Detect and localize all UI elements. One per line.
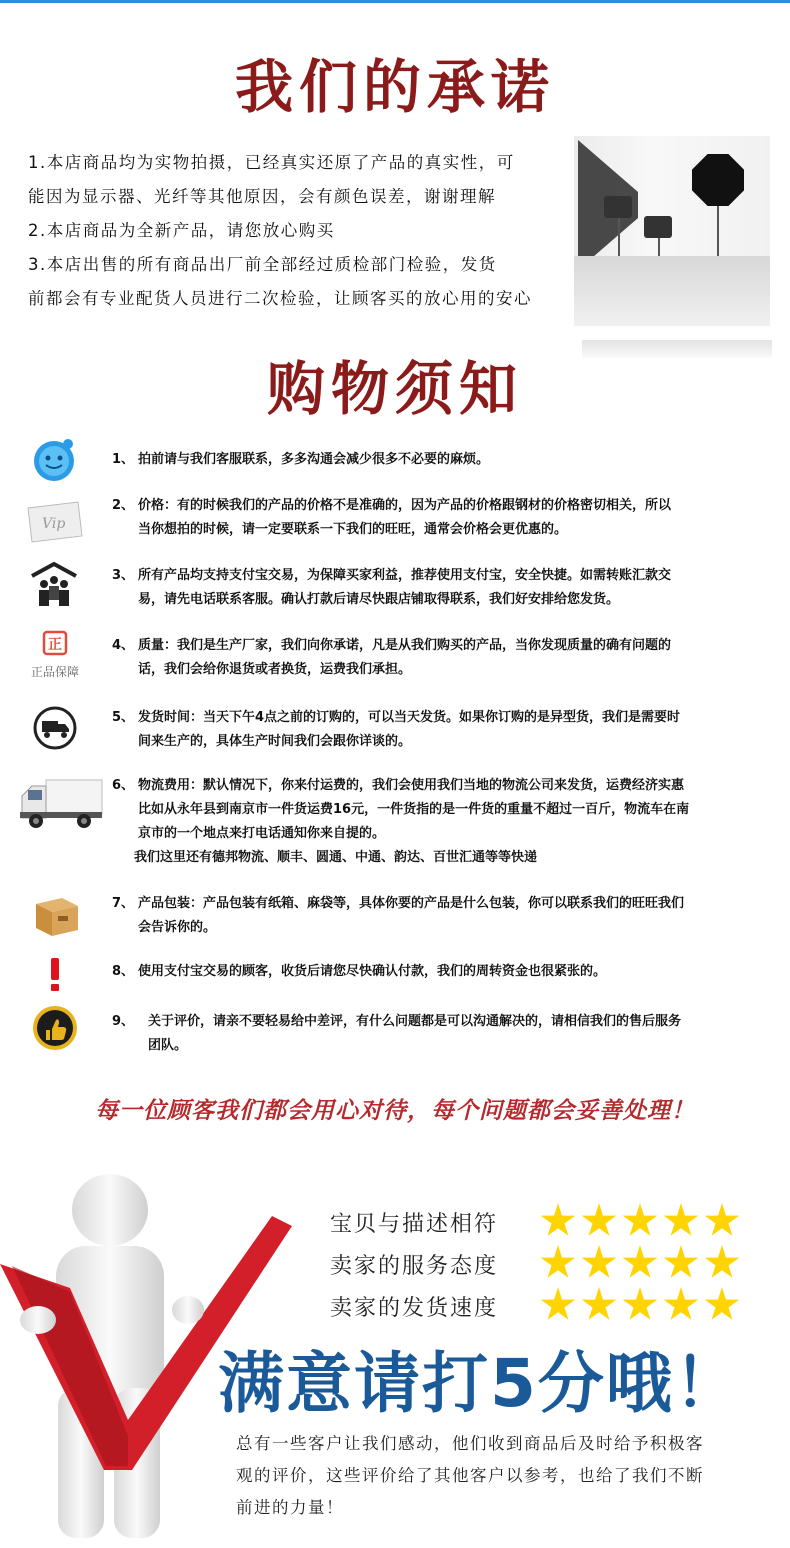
shield-people-icon xyxy=(22,562,88,614)
star-icon xyxy=(581,1287,617,1323)
star-icon xyxy=(704,1245,740,1281)
rule-number: 9、 xyxy=(112,1014,135,1029)
star-icon xyxy=(581,1203,617,1239)
promise-line: 能因为显示器、光纤等其他原因，会有颜色误差，谢谢理解 xyxy=(28,187,496,206)
rating-row xyxy=(330,1203,750,1245)
star-icon xyxy=(540,1203,576,1239)
rule-line: 产品包装：产品包装有纸箱、麻袋等，具体你要的产品是什么包装，你可以联系我们的旺旺我们 xyxy=(138,896,685,911)
rate-five-stars-cta: 满意请打5分哦！ xyxy=(218,1345,742,1422)
quality-badge-icon xyxy=(22,628,88,684)
studio-floor xyxy=(574,256,770,326)
rule-line: 所有产品均支持支付宝交易，为保障买家利益，推荐使用支付宝，安全快捷。如需转账汇款交 xyxy=(138,568,672,583)
shopping-title: 购物须知 xyxy=(266,355,523,423)
rule-line: 使用支付宝交易的顾客，收货后请您尽快确认付款，我们的周转资金也很紧张的。 xyxy=(138,964,607,979)
star-icon xyxy=(622,1287,658,1323)
rule-number: 2、 xyxy=(112,498,135,513)
rule-text xyxy=(138,960,778,984)
rule-line: 团队。 xyxy=(148,1038,188,1053)
rating-label: 卖家的发货速度 xyxy=(330,1296,499,1321)
star-group xyxy=(540,1203,745,1243)
top-accent-line xyxy=(0,0,790,3)
star-icon xyxy=(663,1245,699,1281)
star-icon xyxy=(581,1245,617,1281)
lorry-icon xyxy=(16,776,106,832)
rule-line: 京市的一个地点来打电话通知你来自提的。 xyxy=(138,826,386,841)
star-icon xyxy=(622,1203,658,1239)
rating-label: 宝贝与描述相符 xyxy=(330,1212,499,1237)
rating-row xyxy=(330,1245,750,1287)
vip-card-icon xyxy=(22,494,88,546)
closing-line: 总有一些客户让我们感动，他们收到商品后及时给予积极客 xyxy=(236,1434,704,1453)
photo-studio-image xyxy=(574,136,770,326)
rule-number: 5、 xyxy=(112,710,135,725)
rule-line: 当你想拍的时候，请一定要联系一下我们的旺旺，通常会价格会更优惠的。 xyxy=(138,522,568,537)
quality-badge-label: 正品保障 xyxy=(30,665,80,679)
rule-line: 拍前请与我们客服联系，多多沟通会减少很多不必要的麻烦。 xyxy=(138,452,490,467)
rule-line: 质量：我们是生产厂家，我们向你承诺，凡是从我们购买的产品，当你发现质量的确有问题的 xyxy=(138,638,672,653)
star-icon xyxy=(540,1245,576,1281)
rule-line: 话，我们会给你退货或者换货，运费我们承担。 xyxy=(138,662,412,677)
cardboard-box-icon xyxy=(22,888,88,940)
rule-text xyxy=(138,448,778,472)
vip-text: Vip xyxy=(42,516,66,532)
delivery-truck-icon xyxy=(22,704,88,756)
rule-text xyxy=(138,892,778,940)
rule-line: 关于评价，请亲不要轻易给中差评，有什么问题都是可以沟通解决的，请相信我们的售后服务 xyxy=(148,1014,682,1029)
rule-line: 价格：有的时候我们的产品的价格不是准确的，因为产品的价格跟钢材的价格密切相关，所以 xyxy=(138,498,672,513)
rule-number: 6、 xyxy=(112,778,135,793)
promise-line: 1.本店商品均为实物拍摄，已经真实还原了产品的真实性，可 xyxy=(28,153,515,172)
promise-title: 我们的承诺 xyxy=(234,53,555,121)
service-slogan: 每一位顾客我们都会用心对待，每个问题都会妥善处理！ xyxy=(95,1098,695,1124)
closing-line: 观的评价，这些评价给了其他客户以参考，也给了我们不断 xyxy=(236,1466,704,1485)
rule-line: 物流费用：默认情况下，你来付运费的，我们会使用我们当地的物流公司来发货，运费经济实惠 xyxy=(138,778,685,793)
rule-text xyxy=(138,634,778,682)
rating-label: 卖家的服务态度 xyxy=(330,1254,499,1279)
rule-text xyxy=(138,494,778,542)
star-icon xyxy=(704,1203,740,1239)
rule-line: 会告诉你的。 xyxy=(138,920,217,935)
promise-line: 前都会有专业配货人员进行二次检验，让顾客买的放心用的安心 xyxy=(28,289,532,308)
rule-text xyxy=(138,564,778,612)
star-icon xyxy=(704,1287,740,1323)
rule-line: 间来生产的，具体生产时间我们会跟你详谈的。 xyxy=(138,734,412,749)
closing-message xyxy=(236,1428,776,1524)
star-icon xyxy=(540,1287,576,1323)
promise-line: 2.本店商品为全新产品，请您放心购买 xyxy=(28,221,335,240)
star-icon xyxy=(622,1245,658,1281)
closing-line: 前进的力量！ xyxy=(236,1498,344,1517)
rule-number: 4、 xyxy=(112,638,135,653)
rule-number: 8、 xyxy=(112,964,135,979)
rule-number: 1、 xyxy=(112,452,135,467)
rule-line: 我们这里还有德邦物流、顺丰、圆通、中通、韵达、百世汇通等等快递 xyxy=(134,850,538,865)
promise-list xyxy=(28,146,568,316)
chat-bubble-icon xyxy=(22,434,88,486)
softbox-shape xyxy=(692,154,744,206)
star-icon xyxy=(663,1203,699,1239)
studio-lamp xyxy=(644,216,672,238)
rule-text xyxy=(138,706,778,754)
rule-number: 7、 xyxy=(112,896,135,911)
studio-lamp xyxy=(604,196,632,218)
rule-number: 3、 xyxy=(112,568,135,583)
thumbs-up-icon xyxy=(22,1002,88,1058)
rule-line: 比如从永年县到南京市一件货运费16元，一件货指的是一件货的重量不超过一百斤，物流车在南 xyxy=(138,802,690,817)
star-icon xyxy=(663,1287,699,1323)
rating-panel xyxy=(330,1203,750,1329)
rule-line: 易，请先电话联系客服。确认打款后请尽快跟店铺取得联系，我们好安排给您发货。 xyxy=(138,592,620,607)
rule-line: 发货时间：当天下午4点之前的订购的，可以当天发货。如果你订购的是异型货，我们是需要时 xyxy=(138,710,681,725)
rating-row xyxy=(330,1287,750,1329)
promise-line: 3.本店出售的所有商品出厂前全部经过质检部门检验，发货 xyxy=(28,255,497,274)
star-group xyxy=(540,1245,745,1285)
star-group xyxy=(540,1287,745,1327)
exclamation-icon xyxy=(22,956,88,1008)
quality-badge-char: 正 xyxy=(48,637,62,653)
rule-text xyxy=(134,774,778,870)
rule-text xyxy=(148,1010,788,1058)
